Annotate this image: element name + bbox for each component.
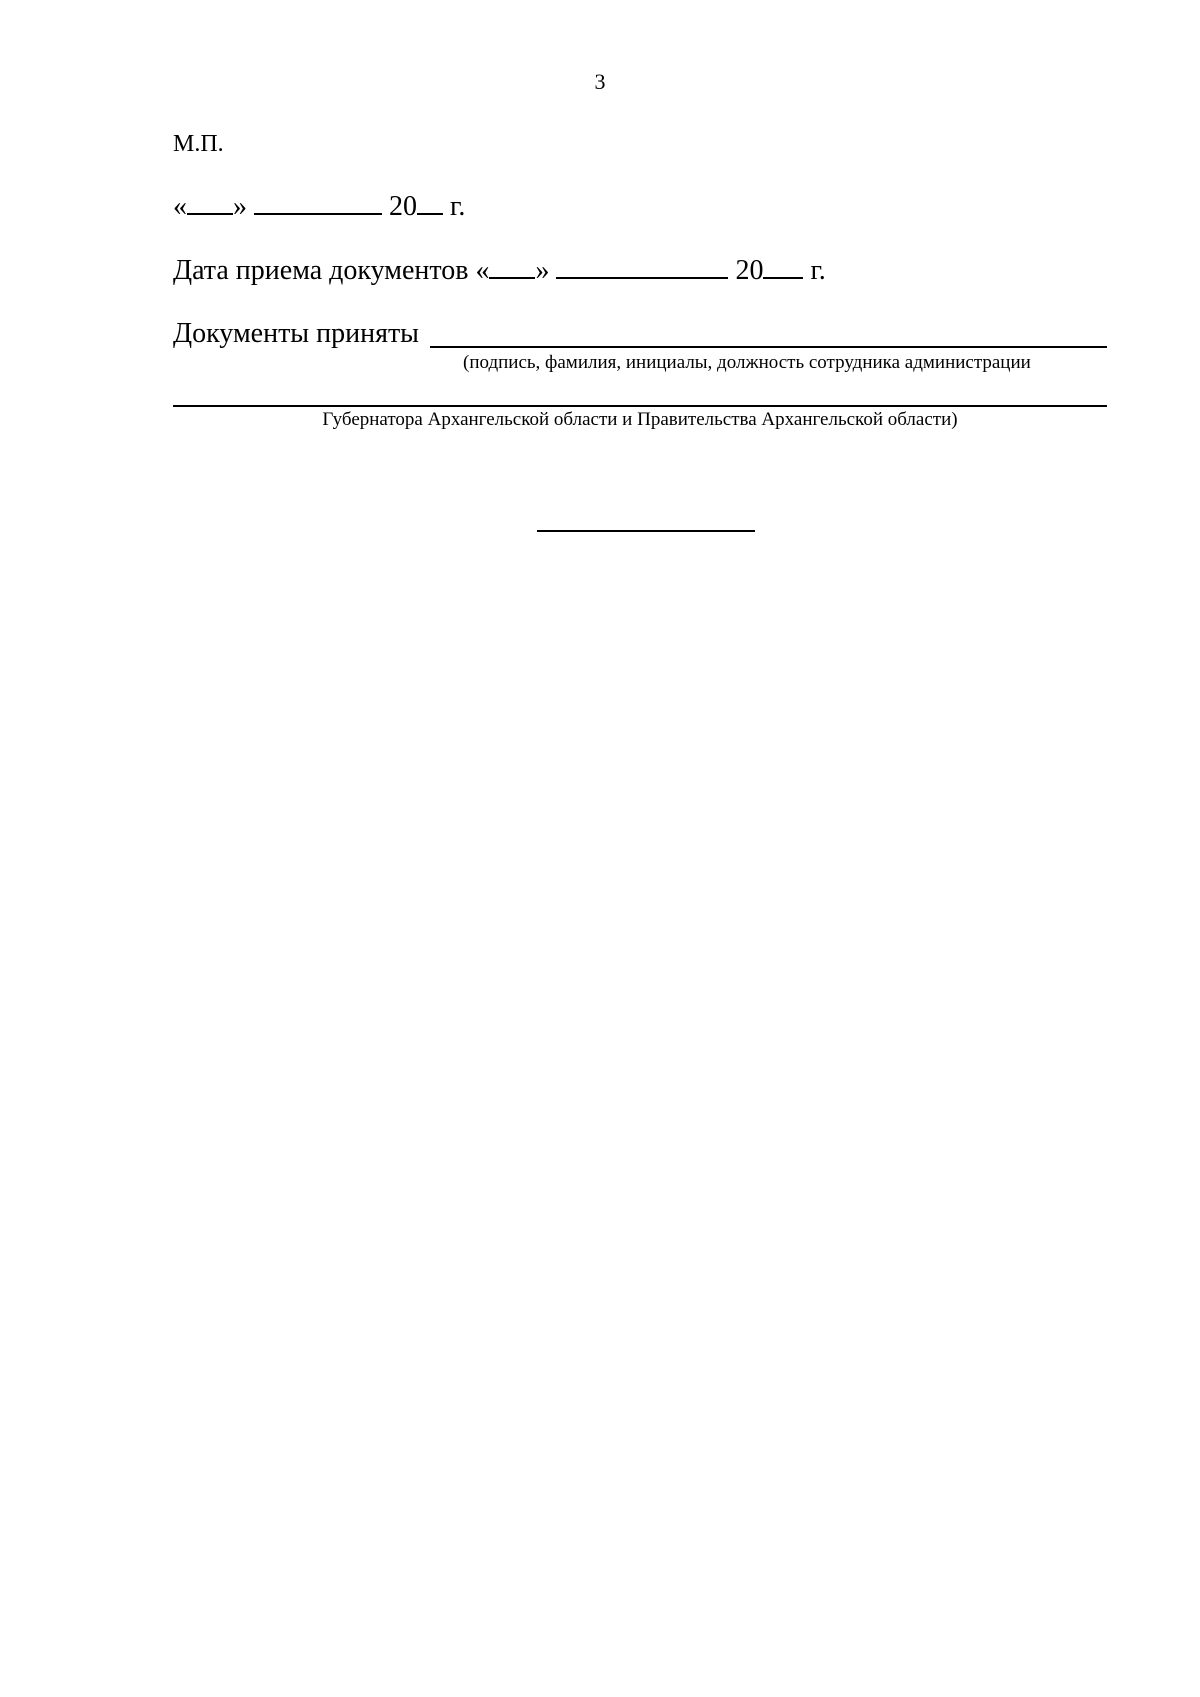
signature-caption-line-1: (подпись, фамилия, инициалы, должность сотрудника администрации xyxy=(463,352,1031,373)
date-close-quote: » xyxy=(233,191,247,222)
page-number: 3 xyxy=(594,69,606,94)
receipt-day-blank[interactable] xyxy=(489,255,535,279)
date-century: 20 xyxy=(389,191,417,222)
signature-caption-line-2: Губернатора Архангельской области и Правительства Архангельской области) xyxy=(322,409,958,430)
date-year-suffix: г. xyxy=(450,191,466,222)
signature-continuation-blank[interactable] xyxy=(173,405,1107,407)
receipt-date-line xyxy=(173,255,826,287)
receipt-open-quote: « xyxy=(475,255,490,286)
receipt-century: 20 xyxy=(735,255,764,286)
accepted-signature-blank[interactable] xyxy=(430,346,1107,348)
date-line xyxy=(173,191,465,223)
month-blank[interactable] xyxy=(254,191,382,215)
documents-accepted-label: Документы приняты xyxy=(173,318,419,349)
document-end-divider xyxy=(537,530,755,532)
receipt-year-suffix: г. xyxy=(810,255,826,286)
day-blank[interactable] xyxy=(187,191,233,215)
year-blank[interactable] xyxy=(417,191,443,215)
date-open-quote: « xyxy=(173,191,187,222)
receipt-month-blank[interactable] xyxy=(556,255,728,279)
receipt-date-label: Дата приема документов xyxy=(173,255,469,286)
receipt-year-blank[interactable] xyxy=(763,255,803,279)
stamp-place-label: М.П. xyxy=(173,131,224,157)
receipt-close-quote: » xyxy=(535,255,550,286)
